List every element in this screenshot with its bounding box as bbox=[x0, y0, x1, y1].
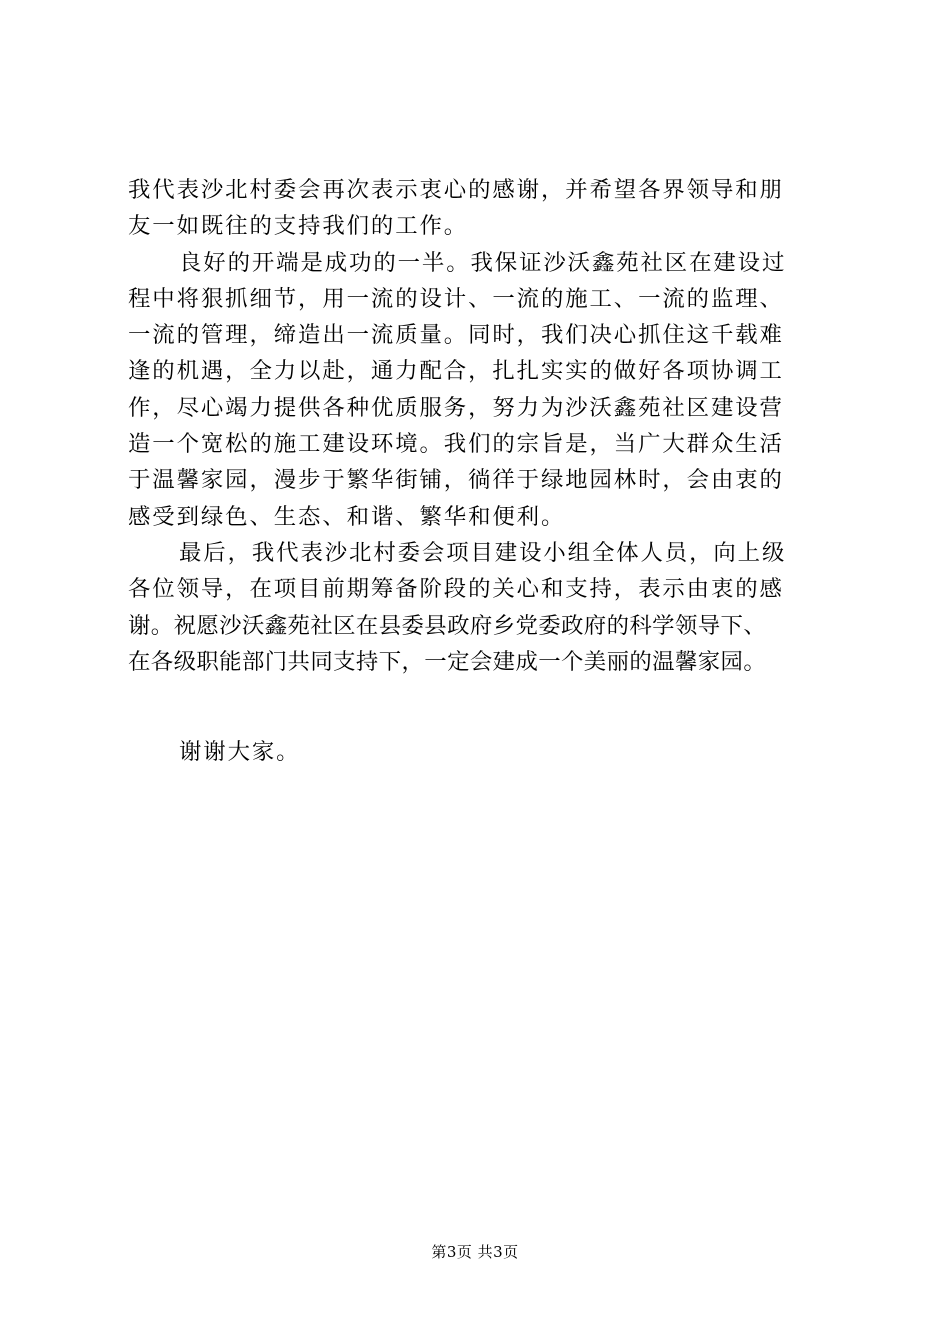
text-line: 逢的机遇，全力以赴，通力配合，扎扎实实的做好各项协调工 bbox=[128, 358, 784, 385]
text-line: 友一如既往的支持我们的工作。 bbox=[128, 213, 469, 240]
text-line: 在各级职能部门共同支持下，一定会建成一个美丽的温馨家园。 bbox=[128, 648, 767, 675]
text-line: 程中将狠抓细节，用一流的设计、一流的施工、一流的监理、 bbox=[128, 285, 784, 312]
document-body bbox=[128, 172, 848, 770]
text-line: 感受到绿色、生态、和谐、繁华和便利。 bbox=[128, 503, 566, 530]
closing-remark: 谢谢大家。 bbox=[179, 739, 301, 766]
text-line: 一流的管理，缔造出一流质量。同时，我们决心抓住这千载难 bbox=[128, 322, 784, 349]
paragraph-start-line: 最后，我代表沙北村委会项目建设小组全体人员，向上级 bbox=[179, 539, 787, 566]
page-footer: 第3页 共3页 bbox=[431, 1243, 519, 1261]
text-line: 各位领导，在项目前期筹备阶段的关心和支持，表示由衷的感 bbox=[128, 576, 784, 603]
text-line: 于温馨家园，漫步于繁华街铺，徜徉于绿地园林时，会由衷的 bbox=[128, 467, 784, 494]
paragraph-start-line: 良好的开端是成功的一半。我保证沙沃鑫苑社区在建设过 bbox=[179, 249, 787, 276]
text-line: 造一个宽松的施工建设环境。我们的宗旨是，当广大群众生活 bbox=[128, 431, 784, 458]
paragraph-spacer bbox=[128, 680, 848, 734]
text-line: 谢。祝愿沙沃鑫苑社区在县委县政府乡党委政府的科学领导下、 bbox=[128, 612, 767, 639]
text-line: 我代表沙北村委会再次表示衷心的感谢，并希望各界领导和朋 bbox=[128, 177, 784, 203]
text-line: 作，尽心竭力提供各种优质服务，努力为沙沃鑫苑社区建设营 bbox=[128, 394, 784, 421]
